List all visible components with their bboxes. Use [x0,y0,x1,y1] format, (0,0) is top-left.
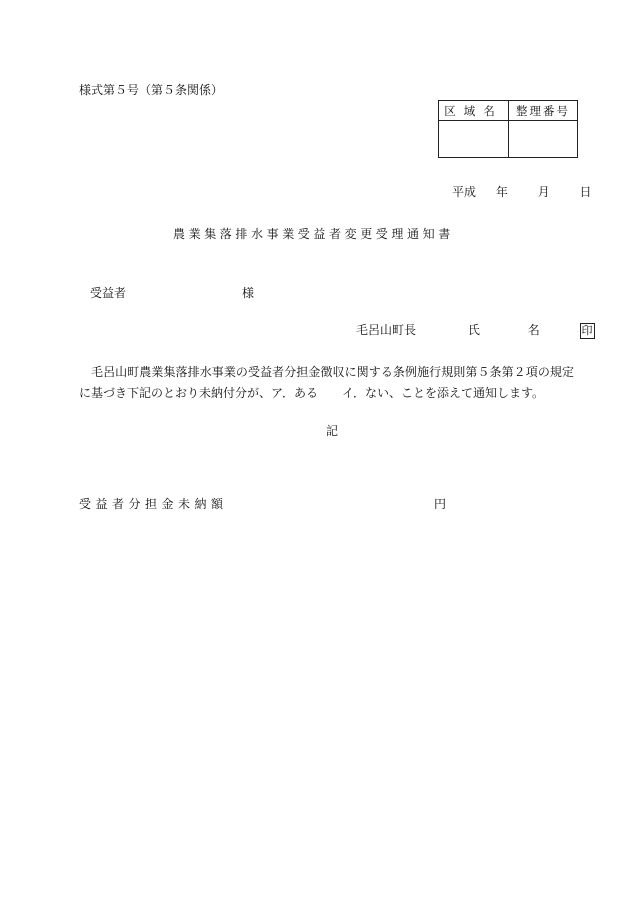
issuer-title: 毛呂山町長 [356,323,417,337]
document-title: 農業集落排水事業受益者変更受理通知書 [173,227,454,241]
date-era: 平成 [452,185,477,199]
reference-number-header: 整理番号 [509,101,578,121]
ki-heading: 記 [326,424,339,438]
unpaid-amount-unit: 円 [434,497,447,511]
admin-table [438,100,578,158]
form-number: 様式第５号（第５条関係） [79,83,224,97]
area-name-cell [439,121,509,158]
seal-mark: 印 [581,324,593,337]
area-name-header: 区域名 [439,101,509,121]
date-day: 日 [579,185,592,199]
recipient-label: 受益者 [90,286,127,300]
date-year: 年 [495,185,508,199]
reference-number-cell [509,121,578,158]
issuer-block [356,323,595,339]
issuer-name-char: 名 [527,323,540,337]
date-line [452,185,592,199]
body-paragraph: 毛呂山町農業集落排水事業の受益者分担金徴収に関する条例施行規則第５条第２項の規定に基づき下記のとおり未納付分が、ア．ある イ．ない、ことを添えて通知します。 [79,365,574,400]
date-month: 月 [537,185,550,199]
recipient-honorific: 様 [242,286,255,300]
unpaid-amount-label: 受益者分担金未納額 [79,497,228,511]
issuer-surname-char: 氏 [467,323,480,337]
